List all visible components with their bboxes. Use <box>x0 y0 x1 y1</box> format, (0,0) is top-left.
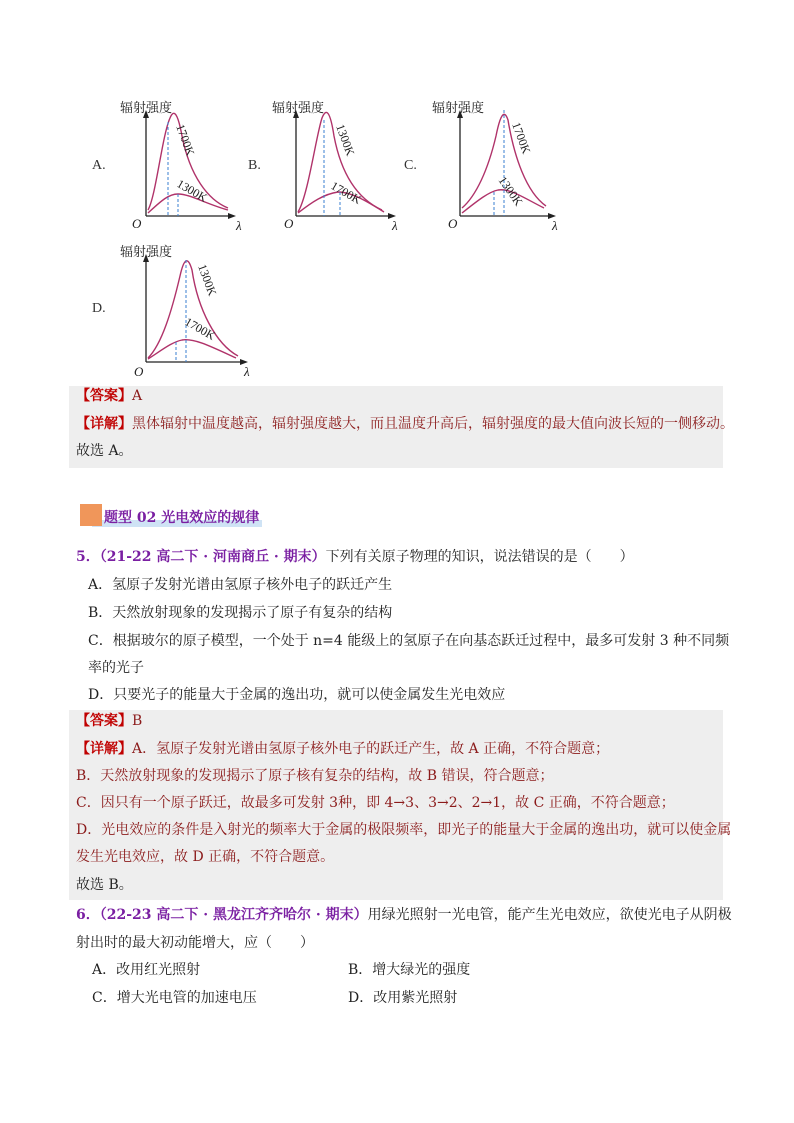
graph-b-xlabel: λ <box>392 218 398 233</box>
q5-number: 5． <box>76 549 100 565</box>
graph-a-high-label: 1700K <box>173 122 198 158</box>
section-square-icon <box>80 504 102 526</box>
q5-stem <box>76 547 634 567</box>
q6-option-a[interactable]: A．改用红光照射 <box>92 962 201 978</box>
graph-b-high-label: 1300K <box>333 122 358 158</box>
q5-detail-line-3: C．因只有一个原子跃迁，故最多可发射 3种，即 4→3、3→2、2→1，故 C 正确，不符合题意； <box>76 795 675 811</box>
q5-detail-line-2: B．天然放射现象的发现揭示了原子核有复杂的结构，故 B 错误，符合题意； <box>76 768 554 784</box>
q5-option-a[interactable]: A．氢原子发射光谱由氢原子核外电子的跃迁产生 <box>88 577 393 593</box>
q4-conclusion: 故选 A。 <box>76 443 133 459</box>
graph-b-ylabel: 辐射强度 <box>272 100 325 115</box>
graph-d-low-curve <box>148 340 236 359</box>
graph-d-low-label: 1700K <box>182 314 218 343</box>
option-b-letter: B. <box>248 158 261 173</box>
q5-detail-text-1: A．氢原子发射光谱由氢原子核外电子的跃迁产生，故 A 正确，不符合题意； <box>132 741 610 757</box>
q5-conclusion: 故选 B。 <box>76 877 133 893</box>
graph-d-high-label: 1300K <box>195 262 220 298</box>
graph-c-xlabel: λ <box>552 218 558 233</box>
graph-d-xlabel: λ <box>244 364 250 379</box>
q6-stem <box>76 905 732 925</box>
graph-d-svg <box>118 240 258 379</box>
graph-a-ylabel: 辐射强度 <box>120 100 173 115</box>
graph-a-low-curve <box>148 194 228 213</box>
q4-answer-line <box>76 386 142 406</box>
q5-option-d[interactable]: D．只要光子的能量大于金属的逸出功，就可以使金属发生光电效应 <box>88 687 506 703</box>
q5-stem-text: 下列有关原子物理的知识，说法错误的是（ ） <box>325 549 634 565</box>
graph-a[interactable] <box>118 96 253 232</box>
graph-c-high-label: 1700K <box>509 120 534 156</box>
q6-stem-text: 用绿光照射一光电管，能产生光电效应，欲使光电子从阴极 <box>367 907 732 923</box>
q5-detail-line-4: D．光电效应的条件是入射光的频率大于金属的极限频率，即光子的能量大于金属的逸出功，就可以使金属 <box>76 822 732 838</box>
graph-a-origin: O <box>132 216 142 231</box>
graph-d-high-curve <box>148 261 238 358</box>
q5-answer-tag: 【答案】 <box>76 713 132 729</box>
option-d-letter: D. <box>92 301 106 316</box>
graph-b-origin: O <box>284 216 294 231</box>
q6-option-c[interactable]: C．增大光电管的加速电压 <box>92 990 257 1006</box>
q4-detail-tag: 【详解】 <box>76 416 132 432</box>
q5-option-b[interactable]: B．天然放射现象的发现揭示了原子有复杂的结构 <box>88 605 393 621</box>
section-heading <box>80 504 380 530</box>
graph-b[interactable] <box>268 96 403 232</box>
option-a-letter: A. <box>92 158 106 173</box>
q4-detail-text: 黑体辐射中温度越高，辐射强度越大，而且温度升高后，辐射强度的最大值向波长短的一侧移动。 <box>132 416 734 432</box>
graph-b-low-label: 1700K <box>328 178 364 207</box>
q4-detail-line <box>76 414 734 434</box>
q6-stem-cont: 射出时的最大初动能增大，应（ ） <box>76 935 314 951</box>
q6-option-d[interactable]: D．改用紫光照射 <box>348 990 458 1006</box>
option-c-letter: C. <box>404 158 417 173</box>
graph-a-x-arrow <box>228 213 236 219</box>
q6-option-b[interactable]: B．增大绿光的强度 <box>348 962 471 978</box>
q5-detail-line-5: 发生光电效应，故 D 正确，不符合题意。 <box>76 849 335 865</box>
graph-c-origin: O <box>448 216 458 231</box>
graph-d-ylabel: 辐射强度 <box>120 244 173 259</box>
q5-detail-line-1 <box>76 739 609 759</box>
q5-source: （21-22 高二下 · 河南商丘 · 期末） <box>99 549 326 565</box>
graph-d-origin: O <box>134 364 144 379</box>
graph-c-svg <box>432 96 567 232</box>
q4-answer-value: A <box>132 388 143 404</box>
q5-option-c[interactable]: C．根据玻尔的原子模型，一个处于 n=4 能级上的氢原子在向基态跃迁过程中，最多可发射 3 种不同频 <box>88 633 730 649</box>
section-title: 题型 02 光电效应的规律 <box>104 510 260 526</box>
graph-a-svg <box>118 96 253 232</box>
graph-c[interactable] <box>432 96 567 232</box>
graph-c-ylabel: 辐射强度 <box>432 100 485 115</box>
graph-b-svg <box>268 96 403 232</box>
q5-answer-line <box>76 711 142 731</box>
graph-a-xlabel: λ <box>236 218 242 233</box>
q5-answer-value: B <box>132 713 143 729</box>
q4-answer-tag: 【答案】 <box>76 388 132 404</box>
graph-c-low-label: 1300K <box>495 173 526 209</box>
graph-a-low-label: 1300K <box>174 176 210 205</box>
q5-option-c-cont: 率的光子 <box>88 660 144 676</box>
q6-source: （22-23 高二下 · 黑龙江齐齐哈尔 · 期末） <box>99 907 368 923</box>
q6-number: 6． <box>76 907 100 923</box>
graph-d[interactable] <box>118 240 258 379</box>
q5-detail-tag: 【详解】 <box>76 741 132 757</box>
